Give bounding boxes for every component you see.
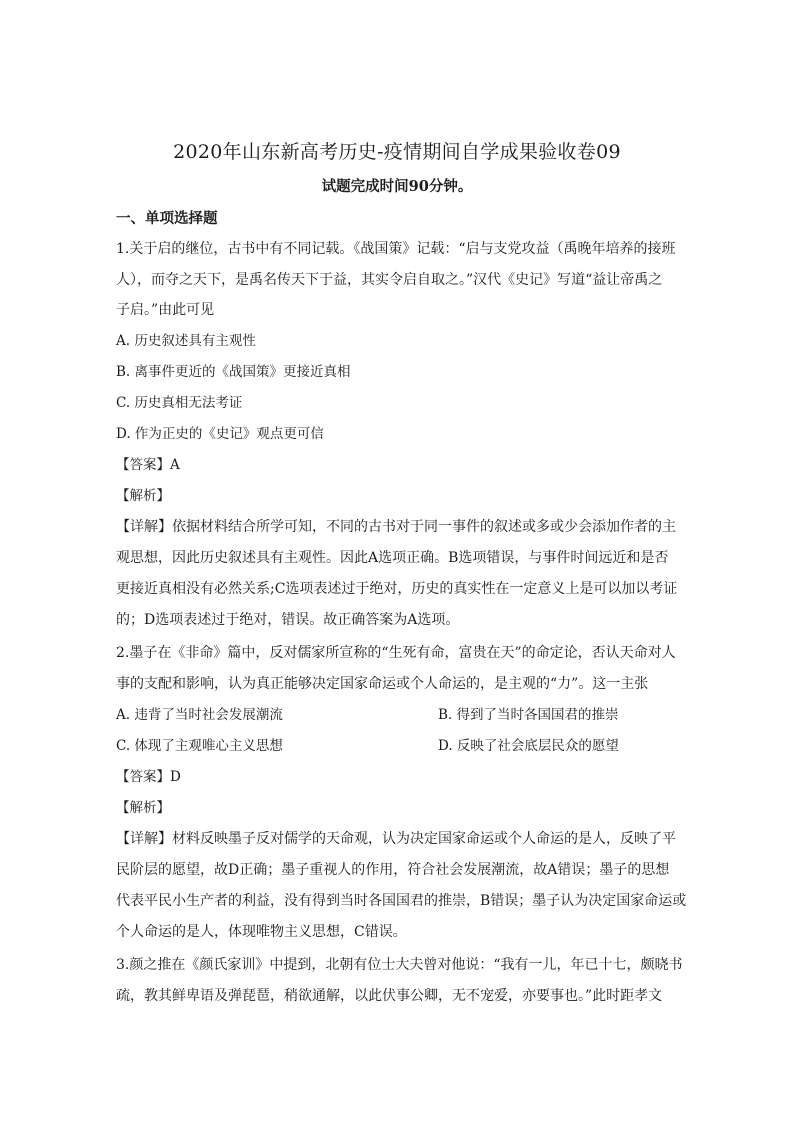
q1-answer: 【答案】A: [116, 457, 180, 473]
q3-stem-line: 3.颜之推在《颜氏家训》中提到，北朝有位士大夫曾对他说：“我有一儿，年已十七，颇晓书: [116, 957, 683, 973]
q2-detail-line: 【详解】材料反映墨子反对儒学的天命观，认为决定国家命运或个人命运的是人，反映了平: [116, 831, 676, 847]
q2-stem-line: 事的支配和影响，认为真正能够决定国家命运或个人命运的，是主观的“力”。这一主张: [116, 676, 649, 692]
q2-option-b: B. 得到了当时各国国君的推崇: [438, 707, 619, 723]
q1-detail-line: 更接近真相没有必然关系;C选项表述过于绝对，历史的真实性在一定意义上是可以加以考证: [116, 581, 678, 597]
q3-stem-line: 疏，教其鲜卑语及弹琵琶，稍欲通解，以此伏事公卿，无不宠爱，亦要事也。”此时距孝文: [116, 988, 663, 1004]
q2-detail-line: 民阶层的愿望，故D正确；墨子重视人的作用，符合社会发展潮流，故A错误；墨子的思想: [116, 862, 670, 878]
q1-detail-line: 观思想，因此历史叙述具有主观性。因此A选项正确。B选项错误，与事件时间远近和是否: [116, 550, 669, 566]
q1-option-a: A. 历史叙述具有主观性: [116, 333, 256, 349]
q2-detail-line: 代表平民小生产者的利益，没有得到当时各国国君的推崇，B错误；墨子认为决定国家命运或: [116, 893, 687, 909]
q1-analysis-label: 【解析】: [116, 488, 170, 504]
q2-detail-line: 个人命运的是人，体现唯物主义思想，C错误。: [116, 924, 407, 940]
q2-stem-line: 2.墨子在《非命》篇中，反对儒家所宣称的“生死有命，富贵在天”的命定论，否认天命对人: [116, 645, 676, 661]
page-subtitle: 试题完成时间90分钟。: [321, 178, 473, 195]
q1-detail-line: 【详解】依据材料结合所学可知，不同的古书对于同一事件的叙述或多或少会添加作者的主: [116, 519, 676, 535]
q2-option-d: D. 反映了社会底层民众的愿望: [438, 738, 619, 754]
page-title: 2020年山东新高考历史-疫情期间自学成果验收卷09: [173, 141, 621, 163]
q1-option-d: D. 作为正史的《史记》观点更可信: [116, 426, 324, 442]
q1-stem-line: 人），而夺之天下，是禹名传天下于益，其实令启自取之。”汉代《史记》写道“益让帝禹之: [116, 272, 663, 288]
q2-answer: 【答案】D: [116, 769, 181, 785]
q2-option-a: A. 违背了当时社会发展潮流: [116, 707, 283, 723]
q1-detail-line: 的；D选项表述过于绝对，错误。故正确答案为A选项。: [116, 612, 460, 628]
q2-option-c: C. 体现了主观唯心主义思想: [116, 738, 283, 754]
q1-stem-line: 1.关于启的继位，古书中有不同记载。《战国策》记载：“启与支党攻益（禹晚年培养的接班: [116, 241, 676, 257]
q1-stem-line: 子启。”由此可见: [116, 302, 215, 318]
section-heading: 一、单项选择题: [116, 210, 218, 227]
q1-option-b: B. 离事件更近的《战国策》更接近真相: [116, 364, 351, 380]
q2-analysis-label: 【解析】: [116, 800, 170, 816]
q1-option-c: C. 历史真相无法考证: [116, 395, 243, 411]
